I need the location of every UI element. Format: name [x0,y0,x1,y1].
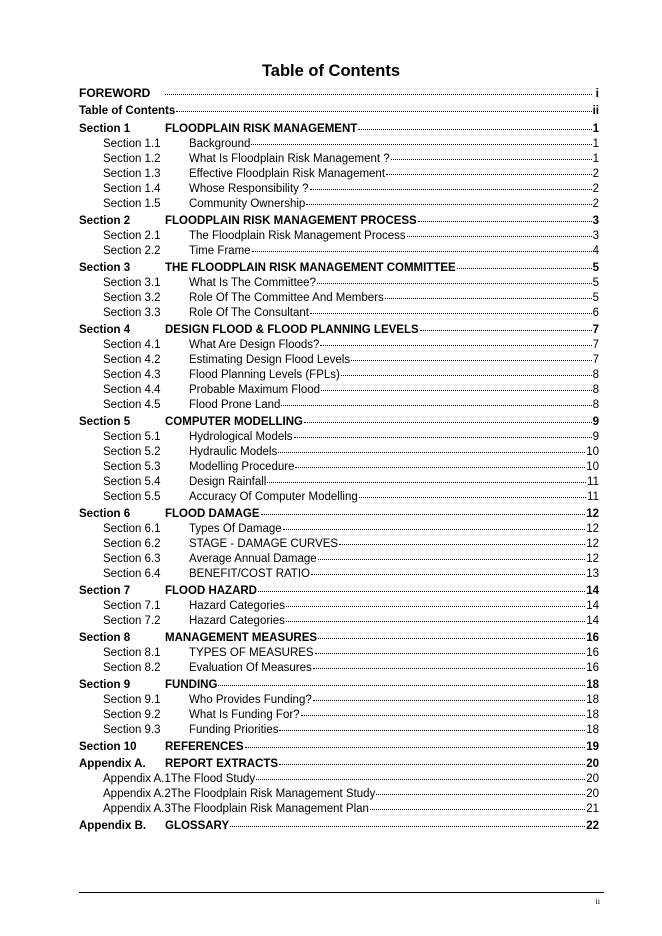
toc-entry-number: Appendix A.1 [103,773,171,785]
toc-entry-number: Section 9.3 [103,724,161,736]
toc-entry-number: Section 7.1 [103,600,161,612]
toc-entry-page-number: 12 [586,523,599,535]
toc-entry-page-number: 3 [592,215,599,227]
toc-entry-page-number: 2 [592,198,599,210]
table-of-contents [79,84,599,834]
toc-entry-page-number: 2 [592,183,599,195]
toc-entry-page-number: 7 [592,324,599,336]
toc-entry[interactable] [79,291,599,306]
toc-entry-number: Section 1.5 [103,198,161,210]
footer-divider [79,892,604,893]
toc-entry-number: Section 5 [79,416,131,428]
dot-leader [359,497,586,498]
toc-entry[interactable] [79,182,599,197]
toc-entry-page-number: 16 [586,647,599,659]
toc-entry[interactable] [79,584,599,599]
toc-entry-title: What Are Design Floods? [189,339,320,351]
toc-entry-title: What Is The Committee? [189,277,316,289]
dot-leader [279,730,585,731]
toc-entry-number: Section 5.3 [103,461,161,473]
toc-entry-page-number: 5 [592,292,599,304]
toc-entry[interactable] [79,693,599,708]
toc-entry-page-number: 12 [586,553,599,565]
toc-entry-title: THE FLOODPLAIN RISK MANAGEMENT COMMITTEE [165,262,456,274]
toc-entry[interactable] [79,383,599,398]
toc-entry-title: The Floodplain Risk Management Process [189,230,406,242]
toc-entry[interactable] [79,122,599,137]
toc-entry[interactable] [79,507,599,522]
toc-entry-number: Section 4 [79,324,131,336]
toc-entry[interactable] [79,646,599,661]
dot-leader [278,452,585,453]
toc-entry-title: The Flood Study [170,773,256,785]
dot-leader [386,174,592,175]
toc-entry-number: Section 4.5 [103,399,161,411]
toc-entry-number: Appendix B. [79,820,147,832]
toc-entry[interactable] [79,537,599,552]
toc-entry-page-number: 10 [586,446,599,458]
dot-leader [165,94,592,95]
toc-entry[interactable] [79,276,599,291]
toc-entry-number: Section 8.1 [103,647,161,659]
toc-entry-number: Section 1.3 [103,168,161,180]
toc-entry-page-number: 5 [592,262,599,274]
toc-entry-title: The Floodplain Risk Management Study [170,788,376,800]
toc-entry-number: Section 6.1 [103,523,161,535]
toc-entry-title: REPORT EXTRACTS [165,758,279,770]
toc-entry-title: Modelling Procedure [189,461,295,473]
toc-entry-page-number: 14 [586,600,599,612]
dot-leader [251,144,591,145]
toc-entry-number: Appendix A.2 [103,788,171,800]
toc-entry-page-number: 18 [586,709,599,721]
toc-entry-title: Flood Prone Land [189,399,281,411]
toc-entry-page-number: 10 [586,461,599,473]
toc-entry[interactable] [79,787,599,802]
toc-entry-number: Section 5.4 [103,476,161,488]
toc-entry-page-number: 9 [592,431,599,443]
toc-entry-title: STAGE - DAMAGE CURVES [189,538,339,550]
toc-entry[interactable] [79,197,599,212]
toc-entry-title: FLOODPLAIN RISK MANAGEMENT [165,123,358,135]
toc-entry-number: Appendix A.3 [103,803,171,815]
toc-entry-title: TYPES OF MEASURES [189,647,314,659]
toc-entry-page-number: 20 [586,758,599,770]
toc-entry-title: Accuracy Of Computer Modelling [189,491,358,503]
toc-entry[interactable] [79,214,599,229]
toc-entry-number: Section 5.5 [103,491,161,503]
toc-entry[interactable] [79,723,599,738]
toc-entry-number: Section 3 [79,262,131,274]
toc-entry-title: Hydrological Models [189,431,293,443]
dot-leader [318,559,586,560]
dot-leader [295,467,585,468]
toc-entry-number: Section 4.3 [103,369,161,381]
toc-entry-page-number: 1 [592,123,599,135]
toc-entry[interactable] [79,229,599,244]
toc-entry[interactable] [79,353,599,368]
toc-entry[interactable] [79,708,599,723]
toc-entry-title: MANAGEMENT MEASURES [165,632,318,644]
dot-leader [310,313,592,314]
toc-entry-page-number: 2 [592,168,599,180]
toc-entry-page-number: 1 [592,138,599,150]
toc-entry-title: FLOOD HAZARD [165,585,257,597]
toc-entry-title: Time Frame [189,245,251,257]
toc-entry[interactable] [79,599,599,614]
dot-leader [252,251,592,252]
dot-leader [418,221,592,222]
toc-entry-number: Section 9 [79,679,131,691]
toc-entry-page-number: 20 [586,788,599,800]
toc-entry-title: Who Provides Funding? [189,694,312,706]
toc-entry-title: Evaluation Of Measures [189,662,312,674]
toc-entry-title: FLOODPLAIN RISK MANAGEMENT PROCESS [165,215,417,227]
toc-entry-number: Section 6.4 [103,568,161,580]
dot-leader [317,283,592,284]
toc-entry-page-number: 3 [592,230,599,242]
toc-entry-number: Section 4.4 [103,384,161,396]
dot-leader [301,715,586,716]
dot-leader [267,482,586,483]
toc-entry-page-number: 14 [586,615,599,627]
toc-entry[interactable] [79,261,599,276]
toc-entry-number: Section 5.1 [103,431,161,443]
toc-entry-number: Section 1 [79,123,131,135]
dot-leader [457,268,592,269]
toc-entry-title: DESIGN FLOOD & FLOOD PLANNING LEVELS [165,324,419,336]
toc-entry-page-number: 5 [592,277,599,289]
dot-leader [286,606,585,607]
toc-entry-page-number: 18 [586,694,599,706]
dot-leader [351,360,592,361]
toc-entry-title: Role Of The Consultant [189,307,309,319]
toc-entry-title: FLOOD DAMAGE [165,508,260,520]
toc-entry-number: Appendix A. [79,758,146,770]
toc-entry[interactable] [79,460,599,475]
toc-entry-page-number: 19 [586,741,599,753]
toc-entry-number: Section 6 [79,508,131,520]
toc-entry-title: Funding Priorities [189,724,279,736]
toc-entry-number: Section 3.2 [103,292,161,304]
toc-entry-page-number: 8 [592,399,599,411]
toc-entry[interactable] [79,475,599,490]
toc-entry-number: Section 8 [79,632,131,644]
toc-entry[interactable] [79,338,599,353]
toc-entry-page-number: 11 [587,476,599,488]
toc-entry-number: Section 9.2 [103,709,161,721]
toc-entry-title: GLOSSARY [165,820,230,832]
toc-entry-page-number: 11 [587,491,599,503]
toc-entry-number: Section 1.1 [103,138,161,150]
toc-entry-title: Flood Planning Levels (FPLs) [189,369,340,381]
dot-leader [256,779,585,780]
dot-leader [341,375,592,376]
toc-entry-number: Section 1.4 [103,183,161,195]
dot-leader [339,544,585,545]
toc-entry-title: Hazard Categories [189,615,285,627]
toc-entry-title: Probable Maximum Flood [189,384,321,396]
toc-entry[interactable] [79,661,599,676]
dot-leader [304,422,592,423]
toc-entry-page-number: 18 [586,724,599,736]
toc-entry-page-number: 12 [586,538,599,550]
toc-entry[interactable] [79,567,599,582]
dot-leader [294,437,592,438]
dot-leader [245,747,586,748]
dot-leader [286,621,585,622]
toc-entry-number: Section 4.1 [103,339,161,351]
toc-entry-number: Section 2.1 [103,230,161,242]
toc-entry-page-number: 4 [592,245,599,257]
toc-entry[interactable] [79,772,599,787]
toc-entry-number: Section 2.2 [103,245,161,257]
toc-entry-page-number: 8 [592,384,599,396]
dot-leader [176,111,591,112]
toc-entry-title: REFERENCES [165,741,244,753]
toc-entry-title: What Is Floodplain Risk Management ? [189,153,390,165]
dot-leader [407,236,592,237]
toc-entry[interactable] [79,614,599,629]
toc-entry-title: What Is Funding For? [189,709,300,721]
toc-entry-title: Estimating Design Flood Levels [189,354,351,366]
footer-page-number: ii [595,897,600,906]
toc-entry-page-number: 14 [586,585,599,597]
toc-entry-number: Section 2 [79,215,131,227]
toc-entry-number: Section 9.1 [103,694,161,706]
toc-entry[interactable] [79,740,599,755]
toc-entry-page-number: 22 [586,820,599,832]
dot-leader [261,514,586,515]
toc-entry[interactable] [79,415,599,430]
toc-entry-page-number: 12 [586,508,599,520]
dot-leader [358,129,591,130]
toc-entry-page-number: 21 [586,803,599,815]
dot-leader [370,809,585,810]
toc-entry[interactable] [79,137,599,152]
toc-entry[interactable] [79,398,599,413]
toc-entry-title: Community Ownership [189,198,306,210]
dot-leader [258,591,585,592]
toc-entry-page-number: i [595,86,599,100]
toc-entry[interactable] [79,819,599,834]
toc-entry-number: Section 3.3 [103,307,161,319]
page-title: Table of Contents [261,62,401,80]
toc-entry-number: Section 5.2 [103,446,161,458]
toc-entry-page-number: ii [592,105,599,117]
toc-entry-number: Section 7 [79,585,131,597]
toc-entry-page-number: 7 [592,339,599,351]
toc-entry-title: Effective Floodplain Risk Management [189,168,386,180]
toc-entry-number: Section 10 [79,741,137,753]
toc-entry-number: Section 4.2 [103,354,161,366]
dot-leader [281,405,591,406]
toc-entry-page-number: 16 [586,632,599,644]
toc-entry-title: Design Rainfall [189,476,267,488]
toc-entry-page-number: 13 [586,568,599,580]
toc-entry-title: The Floodplain Risk Management Plan [170,803,369,815]
dot-leader [230,826,585,827]
dot-leader [321,390,592,391]
toc-entry[interactable] [79,552,599,567]
toc-entry-page-number: 8 [592,369,599,381]
toc-entry-number: Section 6.3 [103,553,161,565]
toc-entry-title: BENEFIT/COST RATIO [189,568,310,580]
toc-entry[interactable] [79,244,599,259]
toc-entry-title: Average Annual Damage [189,553,317,565]
toc-entry[interactable] [79,678,599,693]
toc-entry[interactable] [79,306,599,321]
dot-leader [311,574,585,575]
toc-entry[interactable] [79,631,599,646]
toc-entry-title: Hazard Categories [189,600,285,612]
toc-entry-title: FUNDING [165,679,218,691]
toc-entry[interactable] [79,167,599,182]
dot-leader [218,685,585,686]
dot-leader [385,298,592,299]
dot-leader [320,345,591,346]
toc-entry[interactable] [79,522,599,537]
toc-entry[interactable] [79,323,599,338]
toc-entry-number: Section 1.2 [103,153,161,165]
toc-entry-page-number: 7 [592,354,599,366]
toc-entry-page-number: 18 [586,679,599,691]
dot-leader [313,700,585,701]
dot-leader [318,638,585,639]
toc-entry-number: Section 3.1 [103,277,161,289]
toc-entry-title: Background [189,138,251,150]
dot-leader [376,794,585,795]
dot-leader [313,668,585,669]
toc-entry[interactable] [79,84,599,102]
toc-entry-title: Types Of Damage [189,523,282,535]
dot-leader [310,189,592,190]
toc-entry-number: FOREWORD [79,86,151,100]
toc-entry-page-number: 6 [592,307,599,319]
toc-entry[interactable] [79,802,599,817]
toc-entry-title: Whose Responsibility ? [189,183,309,195]
dot-leader [283,529,586,530]
toc-entry-title: Hydraulic Models [189,446,278,458]
dot-leader [279,764,585,765]
toc-entry-title: Role Of The Committee And Members [189,292,384,304]
toc-entry[interactable] [79,490,599,505]
toc-entry-page-number: 16 [586,662,599,674]
toc-entry-number: Section 8.2 [103,662,161,674]
dot-leader [391,159,592,160]
dot-leader [420,330,592,331]
toc-entry-page-number: 9 [592,416,599,428]
toc-entry[interactable] [79,102,599,120]
toc-entry-title: COMPUTER MODELLING [165,416,303,428]
toc-entry[interactable] [79,430,599,445]
toc-entry[interactable] [79,368,599,383]
toc-entry[interactable] [79,757,599,772]
toc-entry-number: Section 6.2 [103,538,161,550]
toc-entry[interactable] [79,152,599,167]
toc-entry-number: Table of Contents [79,105,176,117]
toc-entry-page-number: 20 [586,773,599,785]
toc-entry[interactable] [79,445,599,460]
dot-leader [315,653,586,654]
dot-leader [306,204,591,205]
toc-entry-number: Section 7.2 [103,615,161,627]
toc-entry-page-number: 1 [592,153,599,165]
